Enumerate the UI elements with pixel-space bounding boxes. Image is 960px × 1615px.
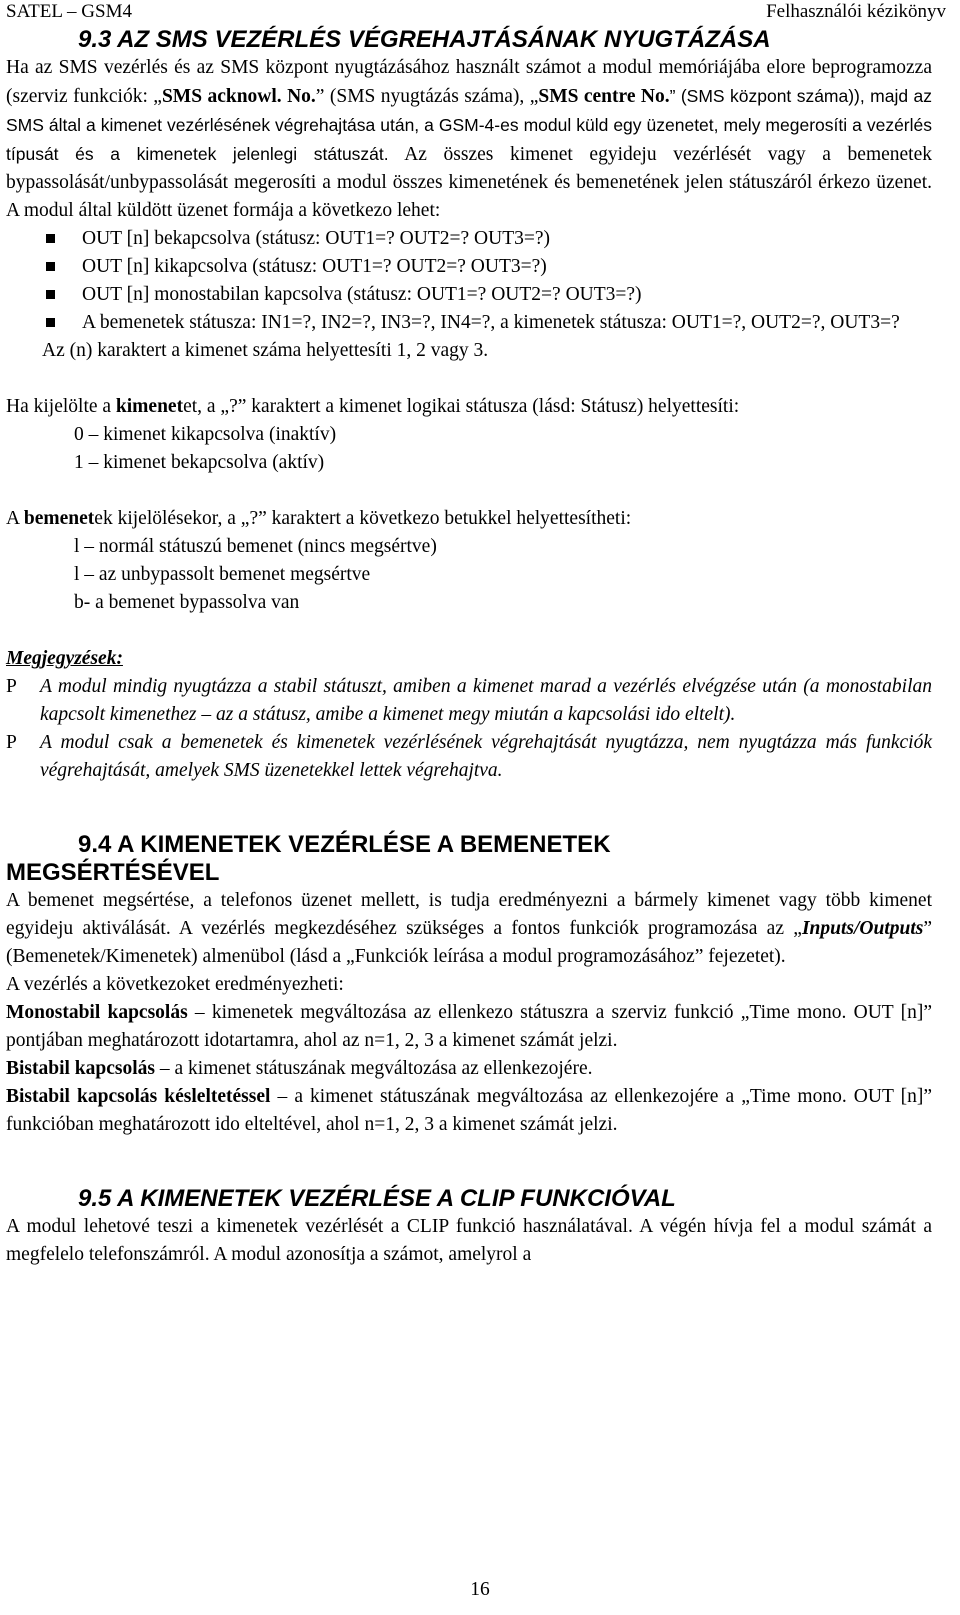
spacer: [6, 365, 932, 393]
item-term: Bistabil kapcsolás késleltetéssel: [6, 1086, 271, 1107]
spacer: [6, 785, 932, 831]
page-content: [6, 26, 932, 1269]
bemenet-term: bemenet: [23, 508, 95, 529]
s94-p1-text-c: ” (Bemenetek/Kimenetek) almenübol (lásd a „Funkciók leírása a modul programozásához” fejezetet).: [6, 918, 932, 967]
spacer: [6, 1139, 932, 1185]
item-text: – a kimenet státuszának megváltozása az ellenkezojére.: [155, 1058, 593, 1079]
spacer: [6, 617, 932, 645]
s93-p1-text-c: ” (SMS nyugtázás száma), „: [315, 86, 539, 107]
header-right: Felhasználói kézikönyv: [766, 1, 946, 22]
s93-paragraph-3: [6, 505, 932, 533]
input-state-normal: l – normál státuszú bemenet (nincs megsértve): [74, 536, 437, 557]
input-state-bypassed: b- a bemenet bypassolva van: [74, 592, 300, 613]
s94-item: [6, 1083, 932, 1139]
s93-paragraph-1: [6, 54, 932, 225]
item-term: Bistabil kapcsolás: [6, 1058, 156, 1079]
s93-p1-text-d: ” (SMS központ száma)), majd az SMS által a kimenet vezérlésének végrehajtása után, a GSM-4-es modul küld egy üzenetet, mely megerosíti a vezérlés típusát és a kimenetek jelenlegi státuszát.: [6, 86, 932, 164]
kimenet-term: kimenet: [115, 396, 184, 417]
output-state-0: 0 – kimenet kikapcsolva (inaktív): [74, 424, 337, 445]
s93-p1-text-a: Ha az SMS vezérlés és az SMS központ nyugtázásához használt számot a modul memóriájába elore beprogramozza (szerviz funkciók: „: [6, 57, 932, 107]
list-item: OUT [n] kikapcsolva (státusz: OUT1=? OUT2=? OUT3=?): [6, 253, 932, 281]
s94-item: [6, 999, 932, 1055]
section-9-5-title: 9.5 A KIMENETEK VEZÉRLÉSE A CLIP FUNKCIÓVAL: [78, 1185, 676, 1212]
list-item: OUT [n] monostabilan kapcsolva (státusz: OUT1=? OUT2=? OUT3=?): [6, 281, 932, 309]
s94-p1-text-a: A bemenet megsértése, a telefonos üzenet mellett, is tudja eredményezni a bármely kimenet vagy több kimenet egyideju aktiválását. A vezérlés megkezdéséhez szükséges a fontos funkciók programozása az „: [6, 890, 932, 939]
s93-p3-text-c: ek kijelölésekor, a „?” karaktert a következo betukkel helyettesítheti:: [94, 508, 632, 529]
s94-paragraph-1: [6, 887, 932, 971]
section-9-4-title-line-2: MEGSÉRTÉSÉVEL: [6, 859, 220, 886]
section-9-4-title-line-1: 9.4 A KIMENETEK VEZÉRLÉSE A BEMENETEK: [78, 831, 611, 858]
item-term: Monostabil kapcsolás: [6, 1002, 188, 1023]
s94-paragraph-2: A vezérlés a következoket eredményezheti:: [6, 974, 344, 995]
header-left: SATEL – GSM4: [6, 1, 132, 22]
note-marker: P: [6, 676, 17, 697]
s94-item: [6, 1055, 932, 1083]
section-9-3-title: 9.3 AZ SMS VEZÉRLÉS VÉGREHAJTÁSÁNAK NYUGTÁZÁSA: [78, 26, 771, 53]
sms-acknowl-term: SMS acknowl. No.: [161, 86, 316, 107]
output-state-1: 1 – kimenet bekapcsolva (aktív): [74, 452, 325, 473]
s93-after-bullets: Az (n) karaktert a kimenet száma helyettesíti 1, 2 vagy 3.: [42, 340, 489, 361]
note-text: A modul csak a bemenetek és kimenetek vezérlésének végrehajtását nyugtázza, nem nyugtázza más funkciók végrehajtását, amelyek SMS üzenetekkel lettek végrehajtva.: [40, 732, 932, 781]
note-text: A modul mindig nyugtázza a stabil státuszt, amiben a kimenet marad a vezérlés elvégzése után (a monostabilan kapcsolt kimenethez – az a státusz, amibe a kimenet megy miután a kapcsolási ido eltelt).: [40, 676, 932, 725]
sms-centre-term: SMS centre No.: [538, 86, 670, 107]
s93-paragraph-2: [6, 393, 932, 421]
list-item: OUT [n] bekapcsolva (státusz: OUT1=? OUT2=? OUT3=?): [6, 225, 932, 253]
inputs-outputs-term: Inputs/Outputs: [801, 918, 924, 939]
s93-p1-text-e: Az összes kimenet egyideju vezérlését vagy a bemenetek bypassolását/unbypassolását megerosíti a modul összes kimenetének és bemenetének jelen státuszáról érkezo üzenet. A modul által küldött üzenet formája a következo lehet:: [6, 144, 933, 221]
running-header: [6, 0, 946, 24]
notes-list: [6, 673, 932, 785]
item-text: – kimenetek megváltozása az ellenkezo státuszra a szerviz funkció „Time mono. OUT [n]” pontjában meghatározott idotartamra, ahol az n=1, 2, 3 a kimenet számát jelzi.: [6, 1002, 932, 1051]
s93-p2-text-a: Ha kijelölte a: [6, 396, 116, 417]
s93-p2-text-c: et, a „?” karaktert a kimenet logikai státusza (lásd: Státusz) helyettesíti:: [183, 396, 740, 417]
item-text: – a kimenet státuszának megváltozása az ellenkezojére a „Time mono. OUT [n]” funkcióban meghatározott ido elteltével, ahol n=1, 2, 3 a kimenet számát jelzi.: [6, 1086, 932, 1135]
note-item: [6, 729, 932, 785]
spacer: [6, 477, 932, 505]
page-number: 16: [470, 1579, 490, 1600]
input-state-violated: l – az unbypassolt bemenet megsértve: [74, 564, 371, 585]
s95-paragraph-1: A modul lehetové teszi a kimenetek vezérlését a CLIP funkció használatával. A végén hívja fel a modul számát a megfelelo telefonszámról. A modul azonosítja a számot, amelyrol a: [6, 1216, 932, 1265]
note-marker: P: [6, 732, 17, 753]
status-message-list: [6, 225, 932, 337]
s93-p3-text-a: A: [6, 508, 24, 529]
note-item: [6, 673, 932, 729]
notes-heading: Megjegyzések:: [6, 648, 123, 669]
list-item: A bemenetek státusza: IN1=?, IN2=?, IN3=?, IN4=?, a kimenetek státusza: OUT1=?, OUT2=?, OUT3=?: [6, 309, 932, 337]
